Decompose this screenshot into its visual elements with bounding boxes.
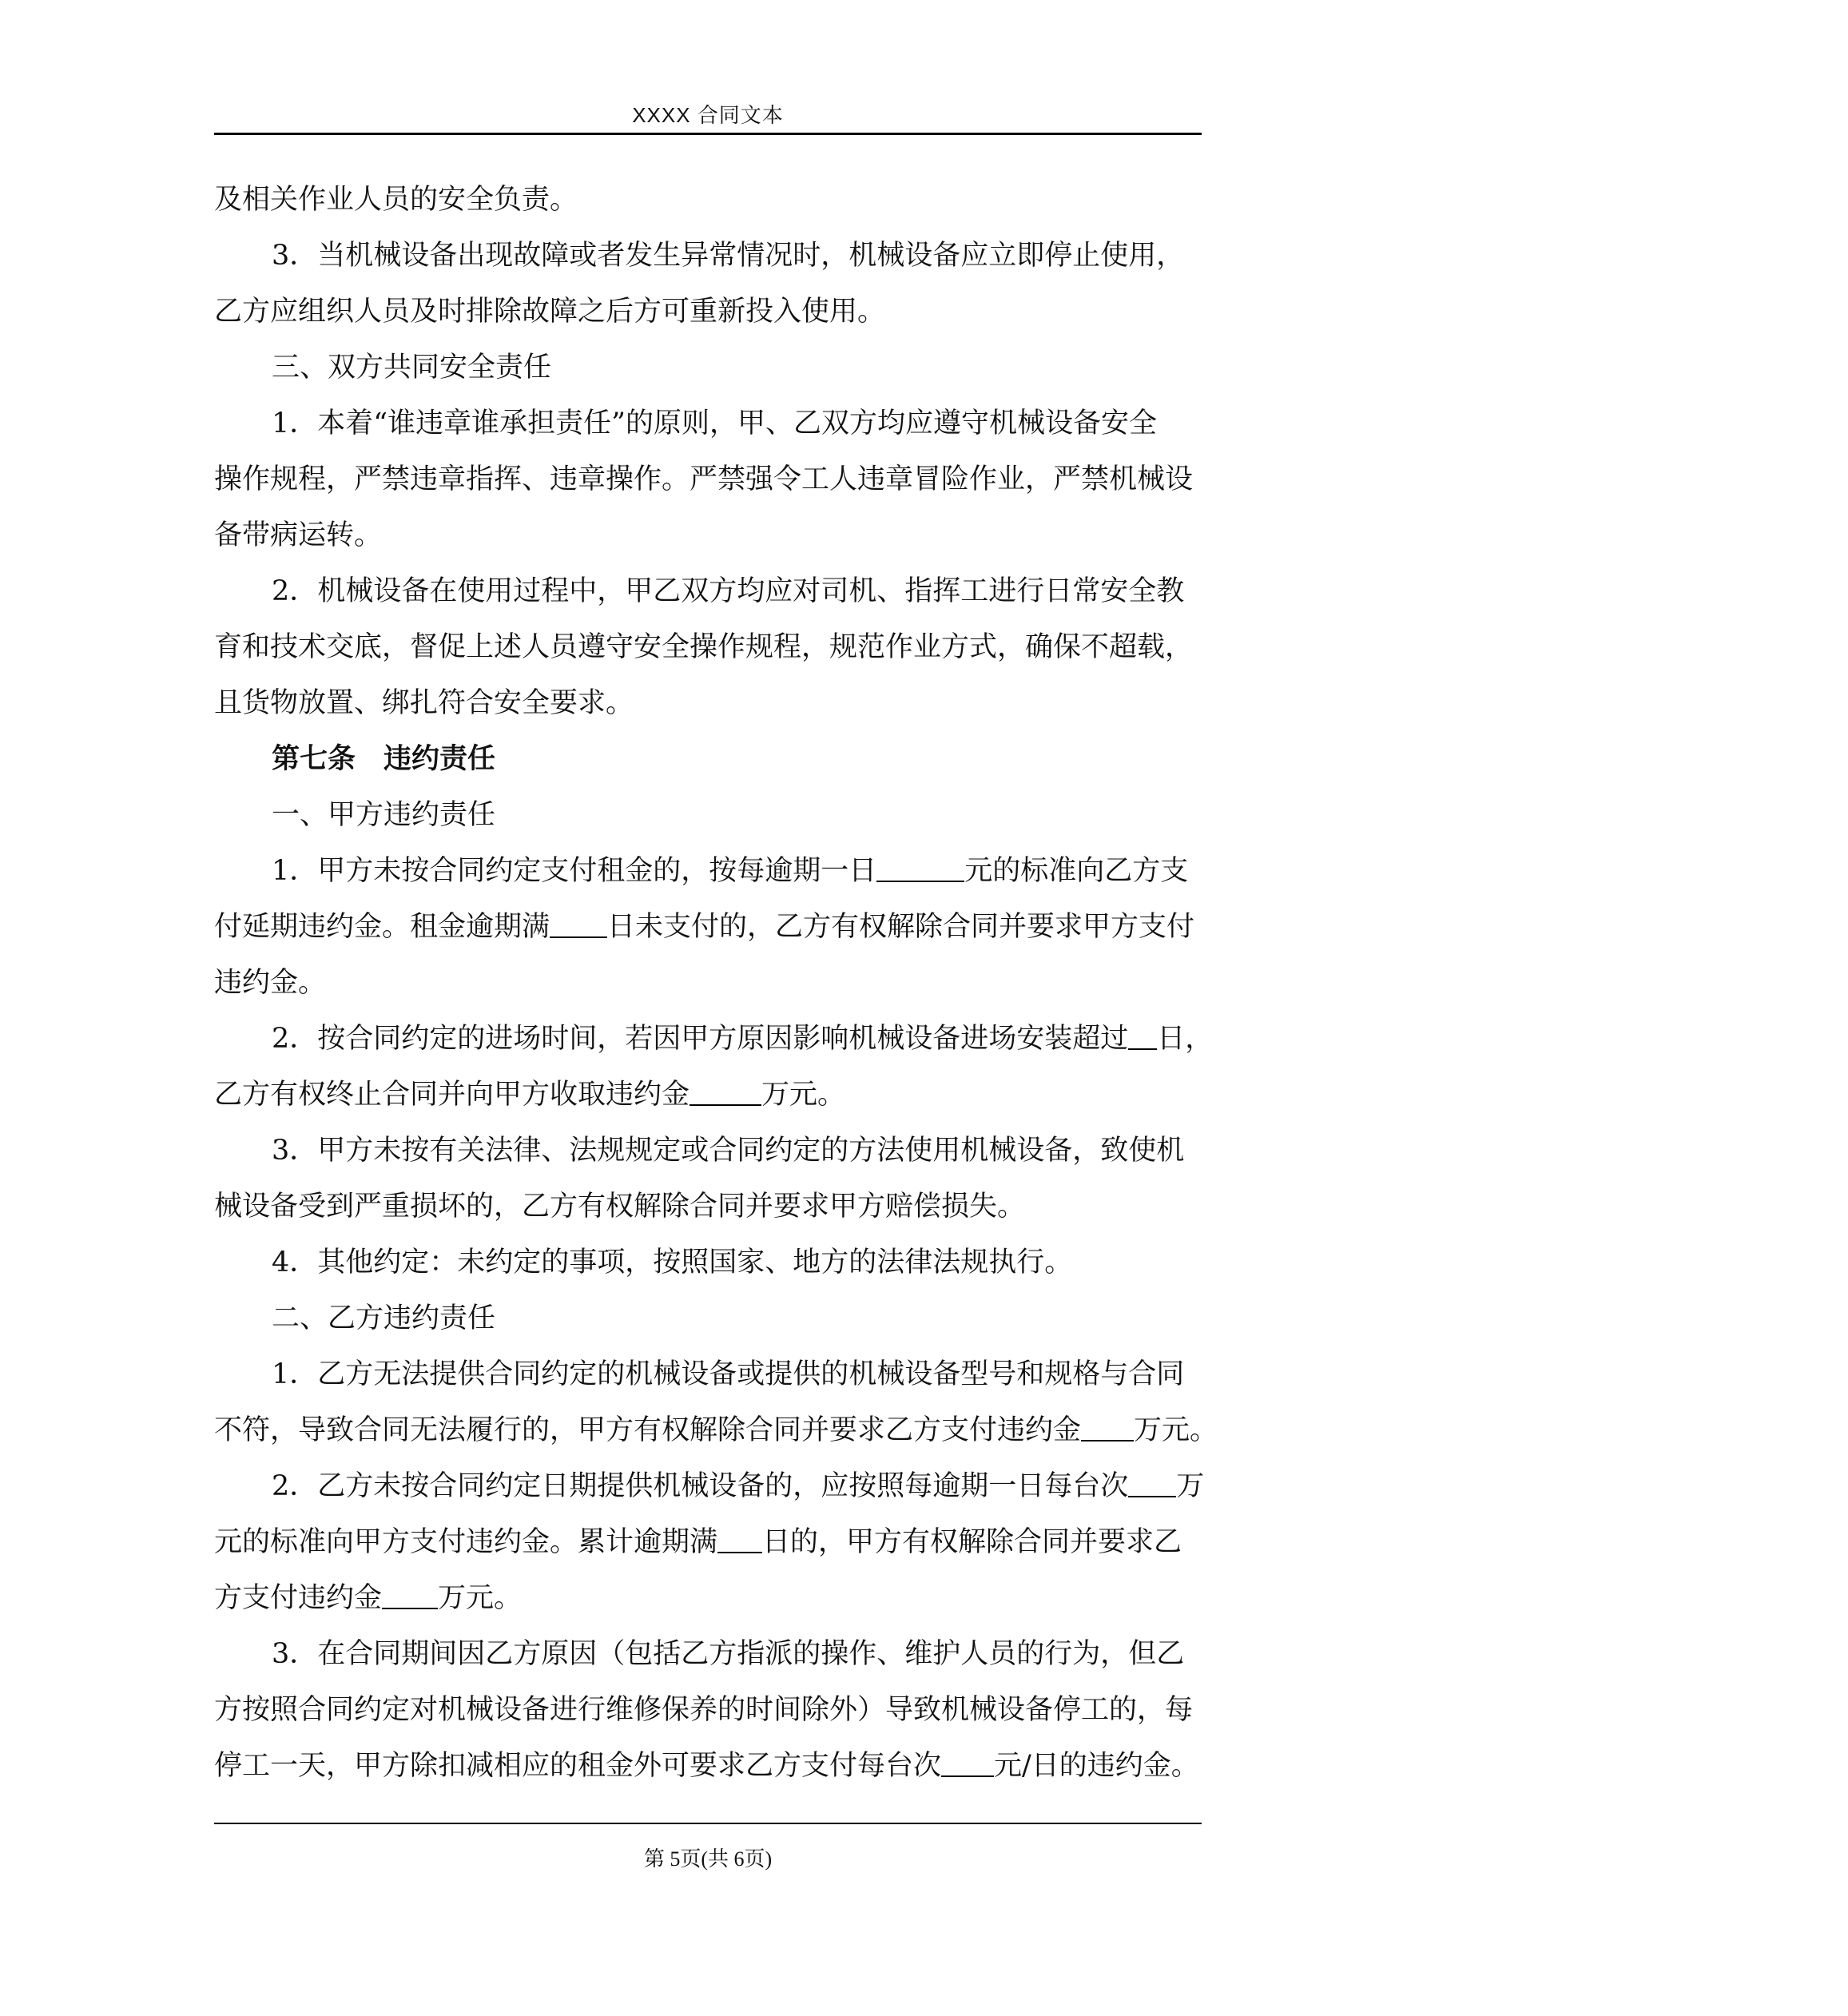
- text-segment: 2．乙方未按合同约定日期提供机械设备的，应按照每逾期一日每台次: [272, 1470, 1129, 1502]
- paragraph-line: 4．其他约定：未约定的事项，按照国家、地方的法律法规执行。: [272, 1247, 1073, 1278]
- paragraph-line: 械设备受到严重损坏的，乙方有权解除合同并要求甲方赔偿损失。: [214, 1191, 1026, 1223]
- paragraph-line: 操作规程，严禁违章指挥、违章操作。严禁强令工人违章冒险作业，严禁机械设: [214, 463, 1194, 495]
- document-body: [214, 172, 1218, 1794]
- text-segment: 万元。: [761, 1079, 846, 1111]
- paragraph-line: 及相关作业人员的安全负责。: [214, 184, 578, 216]
- text-segment: 日未支付的，乙方有权解除合同并要求甲方支付: [607, 911, 1195, 943]
- paragraph-line: [214, 1067, 1202, 1123]
- fill-in-blank[interactable]: [690, 1077, 761, 1106]
- fill-in-blank[interactable]: [941, 1748, 994, 1777]
- fill-in-blank[interactable]: [1128, 1021, 1157, 1050]
- section-heading: 二、乙方违约责任: [272, 1302, 496, 1334]
- section-heading: 三、双方共同安全责任: [272, 352, 552, 384]
- footer-rule: [214, 1823, 1202, 1824]
- fill-in-blank[interactable]: [717, 1525, 762, 1553]
- text-segment: 万元。: [1134, 1414, 1218, 1446]
- paragraph-line: [214, 1738, 1202, 1794]
- text-segment: 元/日的违约金。: [994, 1750, 1199, 1782]
- paragraph-line: 乙方应组织人员及时排除故障之后方可重新投入使用。: [214, 296, 886, 328]
- paragraph-line: 备带病运转。: [214, 519, 383, 551]
- paragraph-line: 2．机械设备在使用过程中，甲乙双方均应对司机、指挥工进行日常安全教: [272, 575, 1185, 607]
- paragraph-line: 3．当机械设备出现故障或者发生异常情况时，机械设备应立即停止使用，: [272, 240, 1185, 272]
- text-segment: 乙方有权终止合同并向甲方收取违约金: [214, 1079, 690, 1111]
- paragraph-line: [214, 1011, 1214, 1067]
- text-segment: 2．按合同约定的进场时间，若因甲方原因影响机械设备进场安装超过: [272, 1023, 1129, 1055]
- paragraph-line: [214, 1514, 1202, 1570]
- text-segment: 不符，导致合同无法履行的，甲方有权解除合同并要求乙方支付违约金: [214, 1414, 1082, 1446]
- text-segment: 元的标准向甲方支付违约金。累计逾期满: [214, 1526, 718, 1558]
- paragraph-line: [214, 843, 1202, 899]
- paragraph-line: 育和技术交底，督促上述人员遵守安全操作规程，规范作业方式，确保不超载，: [214, 631, 1194, 663]
- paragraph-line: 方按照合同约定对机械设备进行维修保养的时间除外）导致机械设备停工的，每: [214, 1694, 1194, 1726]
- text-segment: 万元。: [438, 1582, 523, 1614]
- fill-in-blank[interactable]: [876, 853, 964, 882]
- text-segment: 日，: [1157, 1023, 1214, 1055]
- fill-in-blank[interactable]: [382, 1581, 438, 1609]
- page-header-title: XXXX 合同文本: [632, 103, 784, 127]
- header-rule: [214, 133, 1202, 135]
- paragraph-line: 1．本着“谁违章谁承担责任”的原则，甲、乙双方均应遵守机械设备安全: [272, 408, 1158, 439]
- paragraph-line: 1．乙方无法提供合同约定的机械设备或提供的机械设备型号和规格与合同: [272, 1358, 1185, 1390]
- paragraph-line: 违约金。: [214, 967, 327, 999]
- paragraph-line: [214, 1458, 1205, 1514]
- fill-in-blank[interactable]: [550, 909, 607, 938]
- text-segment: 万: [1176, 1470, 1205, 1502]
- article-heading: 第七条 违约责任: [272, 742, 496, 775]
- text-segment: 1．甲方未按合同约定支付租金的，按每逾期一日: [272, 855, 877, 887]
- fill-in-blank[interactable]: [1128, 1469, 1176, 1497]
- paragraph-line: [214, 1570, 1202, 1626]
- paragraph-line: [214, 1402, 1218, 1458]
- text-segment: 方支付违约金: [214, 1582, 383, 1614]
- paragraph-line: 3．在合同期间因乙方原因（包括乙方指派的操作、维护人员的行为，但乙: [272, 1638, 1185, 1670]
- page-number: 第 5页(共 6页): [643, 1847, 773, 1871]
- text-segment: 付延期违约金。租金逾期满: [214, 911, 550, 943]
- text-segment: 日的，甲方有权解除合同并要求乙: [762, 1526, 1182, 1558]
- text-segment: 元的标准向乙方支: [964, 855, 1189, 887]
- paragraph-line: 且货物放置、绑扎符合安全要求。: [214, 687, 634, 719]
- fill-in-blank[interactable]: [1081, 1413, 1134, 1441]
- paragraph-line: [214, 899, 1202, 955]
- section-heading: 一、甲方违约责任: [272, 799, 496, 831]
- text-segment: 停工一天，甲方除扣减相应的租金外可要求乙方支付每台次: [214, 1750, 942, 1782]
- paragraph-line: 3．甲方未按有关法律、法规规定或合同约定的方法使用机械设备，致使机: [272, 1135, 1185, 1167]
